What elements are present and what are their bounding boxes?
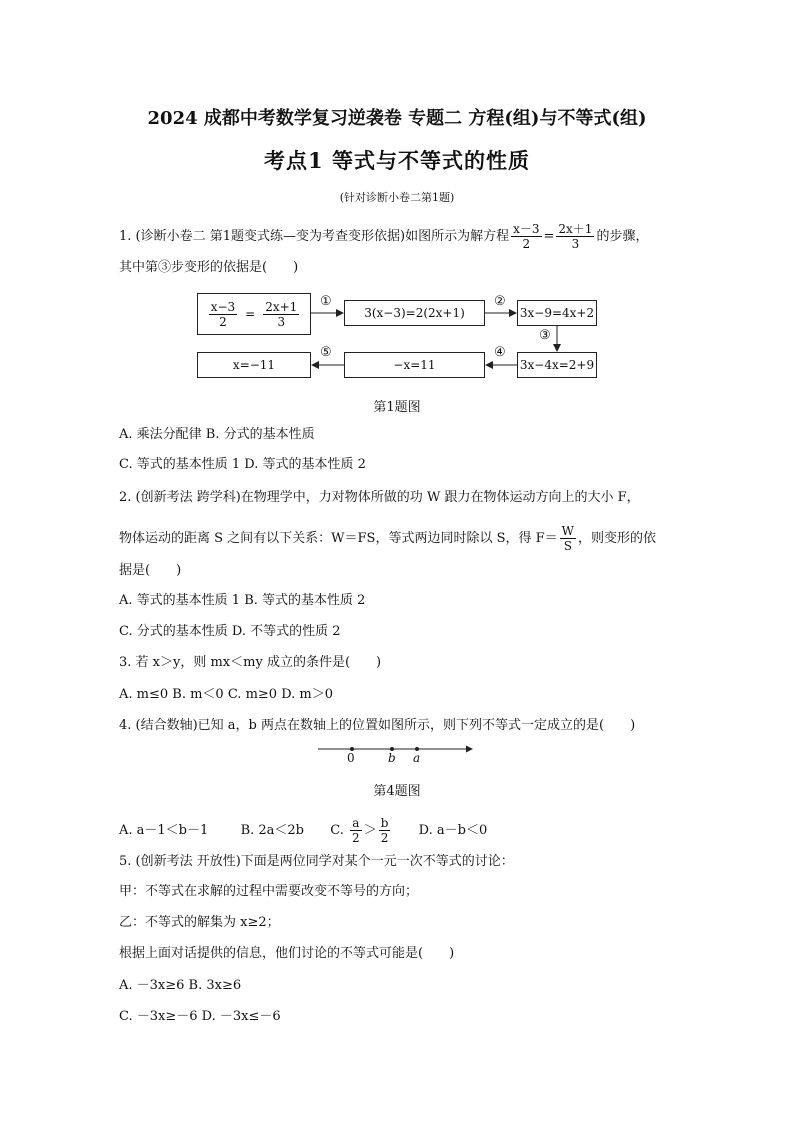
step-marker-4: ④ (494, 345, 506, 360)
diagram-box-step2: 3x−9=4x+2 (517, 300, 597, 326)
axis-label-a: a (413, 751, 421, 765)
q3-line1: 3. 若 x＞y，则 mx＜my 成立的条件是( ) (119, 655, 382, 670)
step-marker-2: ② (494, 294, 506, 309)
q2-line2: 物体运动的距离 S 之间有以下关系：W＝FS，等式两边同时除以 S，得 F＝ $\frac{W}{S}$ ，则变形的依 (119, 524, 657, 553)
q1-equals: = (543, 229, 555, 244)
q2-fraction: $\frac{W}{S}$ (561, 524, 574, 553)
q5-line4: 根据上面对话提供的信息，他们讨论的不等式可能是( ) (119, 946, 455, 961)
q4-options (119, 816, 487, 845)
q1-fraction-left: $\frac{x-3}{2}$ (513, 222, 540, 251)
q1-text: 1. (诊断小卷二 第1题变式练—变为考查变形依据)如图所示为解方程 (119, 229, 510, 244)
q1-figure-caption: 第1题图 (373, 400, 421, 415)
q2-options-line1: A. 等式的基本性质 1 B. 等式的基本性质 2 (119, 593, 366, 608)
number-line (316, 740, 476, 770)
q5-line1: 5. (创新考法 开放性)下面是两位同学对某个一元一次不等式的讨论： (119, 854, 514, 869)
q4-option-a: A. a－1＜b－1 (119, 823, 209, 838)
axis-label-b: b (388, 751, 396, 765)
diagram-box-equation: $\frac{x-3}{2}$ = $\frac{2x+1}{3}$ (197, 293, 311, 335)
page-title: 2024 成都中考数学复习逆袭卷 专题二 方程(组)与不等式(组) (147, 108, 647, 129)
q1-options-line2: C. 等式的基本性质 1 D. 等式的基本性质 2 (119, 457, 366, 472)
section-title: 考点1 等式与不等式的性质 (264, 148, 530, 173)
step-marker-5: ⑤ (320, 345, 332, 360)
diagram-box-step5: x=−11 (197, 352, 311, 378)
q4-option-d: D. a－b＜0 (418, 823, 488, 838)
q5-options-line2: C. －3x≥－6 D. －3x≤－6 (119, 1009, 281, 1024)
q1-line2: 其中第③步变形的依据是( ) (119, 260, 299, 275)
step-marker-3: ③ (539, 328, 551, 343)
diagram-box-step4: −x=11 (344, 352, 485, 378)
q4-option-c: C. $\frac{a}{2}$ ＞ $\frac{b}{2}$ (330, 816, 389, 845)
q1-options-line1: A. 乘法分配律 B. 分式的基本性质 (119, 427, 315, 442)
axis-label-0: 0 (347, 751, 355, 765)
q4-line1: 4. (结合数轴)已知 a，b 两点在数轴上的位置如图所示，则下列不等式一定成立的是( ) (119, 718, 636, 733)
q1-fraction-right: $\frac{2x+1}{3}$ (558, 222, 593, 251)
q5-line3: 乙：不等式的解集为 x≥2； (119, 915, 280, 930)
q2-options-line2: C. 分式的基本性质 D. 不等式的性质 2 (119, 624, 341, 639)
q5-options-line1: A. －3x≥6 B. 3x≥6 (119, 978, 242, 993)
diagram-box-step3: 3x−4x=2+9 (517, 352, 597, 378)
q4-option-b: B. 2a＜2b (240, 823, 304, 838)
diagram-arrows (0, 0, 794, 420)
q2-line3: 据是( ) (119, 563, 182, 578)
q1-text-tail: 的步骤， (596, 229, 649, 244)
q4-figure-caption: 第4题图 (373, 784, 421, 799)
q5-line2: 甲：不等式在求解的过程中需要改变不等号的方向； (119, 884, 419, 899)
q3-options: A. m≤0 B. m＜0 C. m≥0 D. m＞0 (119, 687, 334, 702)
step-marker-1: ① (320, 294, 332, 309)
q2-line1: 2. (创新考法 跨学科)在物理学中，力对物体所做的功 W 跟力在物体运动方向上的大小 F， (119, 490, 640, 505)
section-note: (针对诊断小卷二第1题) (339, 191, 455, 204)
diagram-box-step1: 3(x−3)=2(2x+1) (344, 300, 485, 326)
